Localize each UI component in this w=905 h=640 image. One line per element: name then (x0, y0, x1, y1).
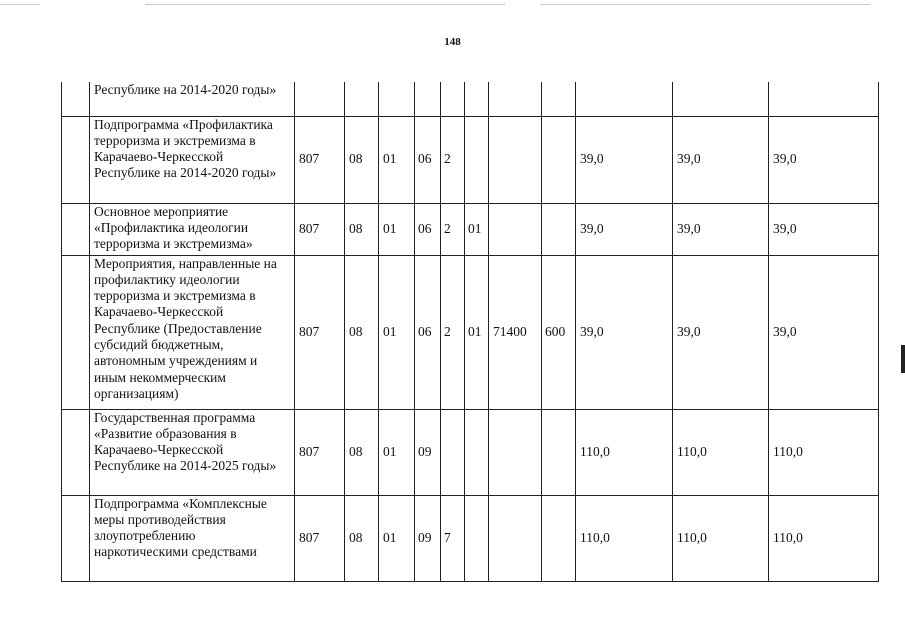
program-code: 06 (415, 255, 441, 409)
amount-year-3: 110,0 (769, 409, 879, 495)
direction-code (489, 409, 542, 495)
admin-code: 807 (295, 409, 345, 495)
scan-artifact-mark (901, 345, 905, 373)
direction-code (489, 495, 542, 581)
amount-year-1: 39,0 (576, 255, 673, 409)
row-number-cell (62, 82, 90, 116)
subprogram-code (441, 409, 465, 495)
activity-code: 01 (465, 203, 489, 255)
activity-code (465, 495, 489, 581)
expense-type-code (542, 203, 576, 255)
subsection-code: 01 (379, 116, 415, 203)
budget-table (61, 82, 879, 582)
amount-year-2: 110,0 (673, 495, 769, 581)
item-name: Основное мероприятие «Профилактика идеологии терроризма и экстремизма» (90, 203, 295, 255)
row-number-cell (62, 495, 90, 581)
subsection-code: 01 (379, 255, 415, 409)
section-code: 08 (345, 409, 379, 495)
table-row (62, 203, 879, 255)
expense-type-code: 600 (542, 255, 576, 409)
row-number-cell (62, 116, 90, 203)
amount-year-3 (769, 82, 879, 116)
amount-year-1: 110,0 (576, 409, 673, 495)
activity-code: 01 (465, 255, 489, 409)
subsection-code: 01 (379, 409, 415, 495)
section-code: 08 (345, 495, 379, 581)
activity-code (465, 116, 489, 203)
amount-year-3: 39,0 (769, 116, 879, 203)
admin-code: 807 (295, 203, 345, 255)
table-row (62, 495, 879, 581)
section-code: 08 (345, 255, 379, 409)
item-name: Подпрограмма «Профилактика терроризма и экстремизма в Карачаево-Черкесской Республике на 2014-2020 годы» (90, 116, 295, 203)
amount-year-3: 39,0 (769, 255, 879, 409)
amount-year-1: 39,0 (576, 116, 673, 203)
amount-year-2: 39,0 (673, 116, 769, 203)
subprogram-code: 7 (441, 495, 465, 581)
subprogram-code: 2 (441, 116, 465, 203)
expense-type-code (542, 495, 576, 581)
amount-year-2 (673, 82, 769, 116)
direction-code: 71400 (489, 255, 542, 409)
table-row (62, 255, 879, 409)
item-name: Мероприятия, направленные на профилактику идеологии терроризма и экстремизма в Карачаево-Черкесской Республике (Предоставление субсидий бюджетным, автономным учреждениям и иным некоммерческим организациям) (90, 255, 295, 409)
amount-year-2: 39,0 (673, 203, 769, 255)
expense-type-code (542, 116, 576, 203)
program-code (415, 82, 441, 116)
section-code (345, 82, 379, 116)
expense-type-code (542, 82, 576, 116)
table-row (62, 116, 879, 203)
scan-artifact-line (0, 4, 40, 5)
item-name: Подпрограмма «Комплексные меры противодействия злоупотреблению наркотическими средствами (90, 495, 295, 581)
table-row (62, 82, 879, 116)
item-name: Государственная программа «Развитие образования в Карачаево-Черкесской Республике на 2014-2025 годы» (90, 409, 295, 495)
subprogram-code (441, 82, 465, 116)
subprogram-code: 2 (441, 255, 465, 409)
row-number-cell (62, 255, 90, 409)
amount-year-1 (576, 82, 673, 116)
section-code: 08 (345, 116, 379, 203)
admin-code: 807 (295, 495, 345, 581)
amount-year-2: 39,0 (673, 255, 769, 409)
row-number-cell (62, 409, 90, 495)
subsection-code: 01 (379, 495, 415, 581)
activity-code (465, 409, 489, 495)
row-number-cell (62, 203, 90, 255)
subprogram-code: 2 (441, 203, 465, 255)
admin-code (295, 82, 345, 116)
program-code: 06 (415, 203, 441, 255)
item-name: Республике на 2014-2020 годы» (90, 82, 295, 116)
amount-year-1: 39,0 (576, 203, 673, 255)
subsection-code (379, 82, 415, 116)
program-code: 06 (415, 116, 441, 203)
program-code: 09 (415, 495, 441, 581)
direction-code (489, 82, 542, 116)
activity-code (465, 82, 489, 116)
subsection-code: 01 (379, 203, 415, 255)
amount-year-1: 110,0 (576, 495, 673, 581)
direction-code (489, 116, 542, 203)
admin-code: 807 (295, 116, 345, 203)
table-row (62, 409, 879, 495)
scan-artifact-line (145, 4, 505, 5)
expense-type-code (542, 409, 576, 495)
scan-artifact-line (540, 4, 870, 5)
admin-code: 807 (295, 255, 345, 409)
amount-year-3: 39,0 (769, 203, 879, 255)
program-code: 09 (415, 409, 441, 495)
section-code: 08 (345, 203, 379, 255)
direction-code (489, 203, 542, 255)
amount-year-2: 110,0 (673, 409, 769, 495)
page-number: 148 (444, 36, 461, 48)
amount-year-3: 110,0 (769, 495, 879, 581)
